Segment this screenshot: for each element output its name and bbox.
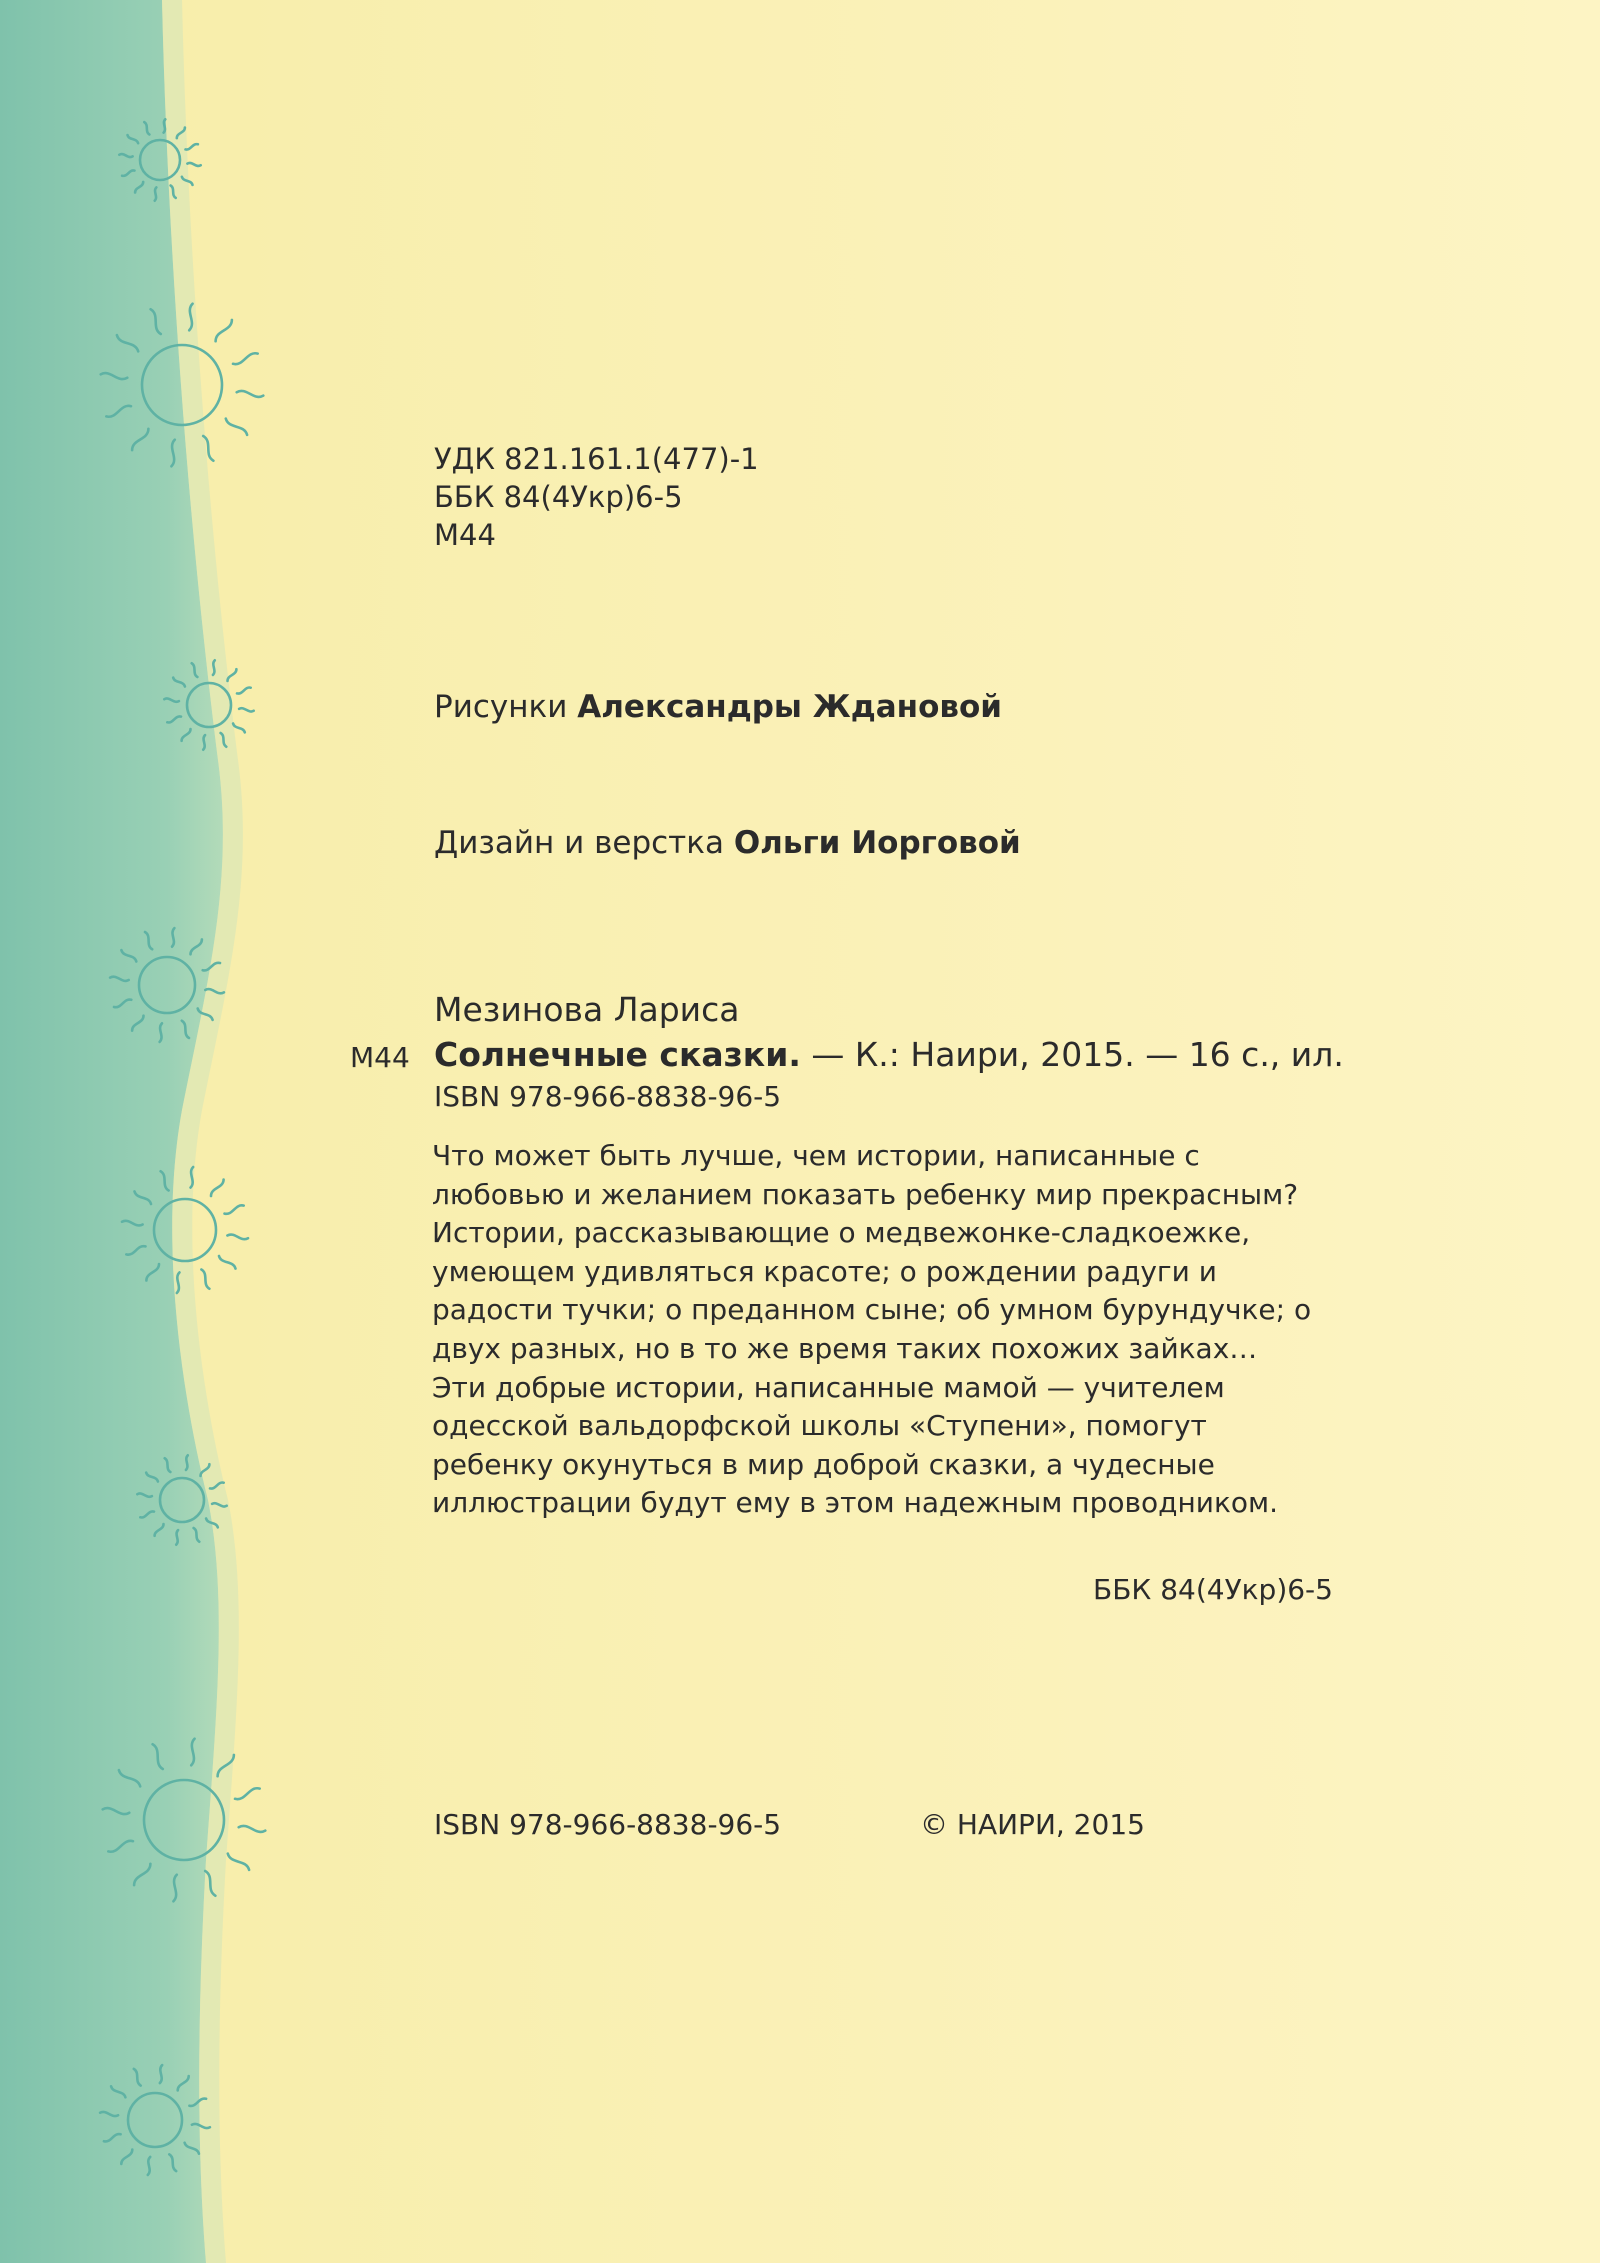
book-title: Солнечные сказки. — [434, 1035, 801, 1074]
catalog-side-mark: М44 — [350, 1041, 410, 1074]
catalog-title-line — [434, 1036, 1344, 1074]
illustrations-prefix: Рисунки — [434, 689, 568, 725]
annotation-paragraph: Эти добрые истории, написанные мамой — учителем одесской вальдорфской школы «Ступени», помогут ребенку окунуться в мир доброй сказки, а чудесные иллюстрации будут ему в этом надежным проводником. — [432, 1370, 1279, 1520]
annotation-paragraph: Что может быть лучше, чем истории, написанные с любовью и желанием показать ребенку мир прекрасным? Истории, рассказывающие о медвежонке-сладкоежке, умеющем удивляться красоте; о рождении радуги и радости тучки; о преданном сыне; об умном бурундучке; о двух разных, но в то же время таких похожих зайках… — [432, 1139, 1312, 1365]
catalog-author: Мезинова Лариса — [434, 990, 740, 1029]
bbk-footer: ББК 84(4Укр)6-5 — [1093, 1573, 1333, 1606]
illustrator-name: Александры Ждановой — [577, 689, 1003, 725]
book-imprint: — К.: Наири, 2015. — 16 с., ил. — [800, 1035, 1344, 1074]
udk-code: УДК 821.161.1(477)-1 — [434, 442, 759, 476]
footer-copyright: © НАИРИ, 2015 — [920, 1808, 1145, 1841]
author-mark: М44 — [434, 518, 496, 552]
footer-isbn: ISBN 978-966-8838-96-5 — [434, 1808, 782, 1841]
catalog-isbn: ISBN 978-966-8838-96-5 — [434, 1080, 782, 1113]
annotation — [432, 1137, 1332, 1523]
bbk-code: ББК 84(4Укр)6-5 — [434, 480, 683, 514]
illustrations-credit — [434, 688, 1002, 726]
classification-block — [434, 440, 759, 554]
designer-name: Ольги Иорговой — [733, 825, 1021, 861]
design-prefix: Дизайн и верстка — [434, 825, 724, 861]
design-credit — [434, 824, 1021, 862]
